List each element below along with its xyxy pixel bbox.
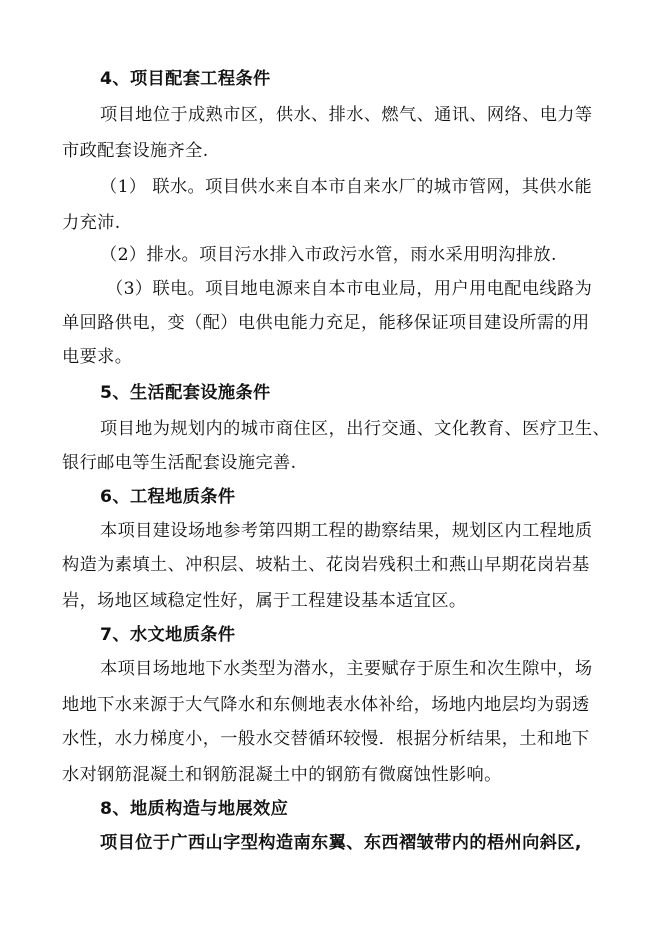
paragraph-line: 电要求。 xyxy=(62,347,133,367)
paragraph-line: 构造为素填土、冲积层、坡粘土、花岗岩残积土和燕山早期花岗岩基 xyxy=(62,555,590,575)
paragraph-line: 地地下水来源于大气降水和东侧地表水体补给，场地内地层均为弱透 xyxy=(62,695,590,715)
paragraph-line: 项目地位于成熟市区，供水、排水、燃气、通讯、网络、电力等 xyxy=(100,105,593,125)
section-heading-6: 6、工程地质条件 xyxy=(100,487,236,507)
paragraph-line: 本项目场地地下水类型为潜水，主要赋存于原生和次生隙中，场 xyxy=(100,659,593,679)
paragraph-line: 水性，水力梯度小，一般水交替循环较慢．根据分析结果，土和地下 xyxy=(62,729,590,749)
section-heading-5: 5、生活配套设施条件 xyxy=(100,383,271,403)
paragraph-line: 水对钢筋混凝土和钢筋混凝土中的钢筋有微腐蚀性影响。 xyxy=(62,765,502,785)
section-heading-8: 8、地质构造与地展效应 xyxy=(100,799,289,819)
section-heading-7: 7、水文地质条件 xyxy=(100,625,236,645)
paragraph-line: 单回路供电，变（配）电供电能力充足，能移保证项目建设所需的用 xyxy=(62,313,590,333)
paragraph-line: 市政配套设施齐全. xyxy=(62,141,209,161)
paragraph-line: （1） 联水。项目供水来自本市自来水厂的城市管网，其供水能 xyxy=(100,177,593,197)
paragraph-line-bold: 项目位于广西山字型构造南东翼、东西褶皱带内的梧州向斜区, xyxy=(100,833,582,853)
paragraph-line: 岩，场地区域稳定性好，属于工程建设基本适宜区。 xyxy=(62,591,467,611)
section-heading-4: 4、项目配套工程条件 xyxy=(100,69,271,89)
paragraph-line: 本项目建设场地参考第四期工程的勘察结果，规划区内工程地质 xyxy=(100,521,593,541)
paragraph-line: 项目地为规划内的城市商住区，出行交通、文化教育、医疗卫生、 xyxy=(100,419,611,439)
paragraph-line: 力充沛. xyxy=(62,213,121,233)
paragraph-line: （2）排水。项目污水排入市政污水管，雨水采用明沟排放. xyxy=(100,245,557,265)
paragraph-line: 银行邮电等生活配套设施完善. xyxy=(62,453,297,473)
paragraph-line: （3）联电。项目地电源来自本市电业局，用户用电配电线路为 xyxy=(106,279,593,299)
